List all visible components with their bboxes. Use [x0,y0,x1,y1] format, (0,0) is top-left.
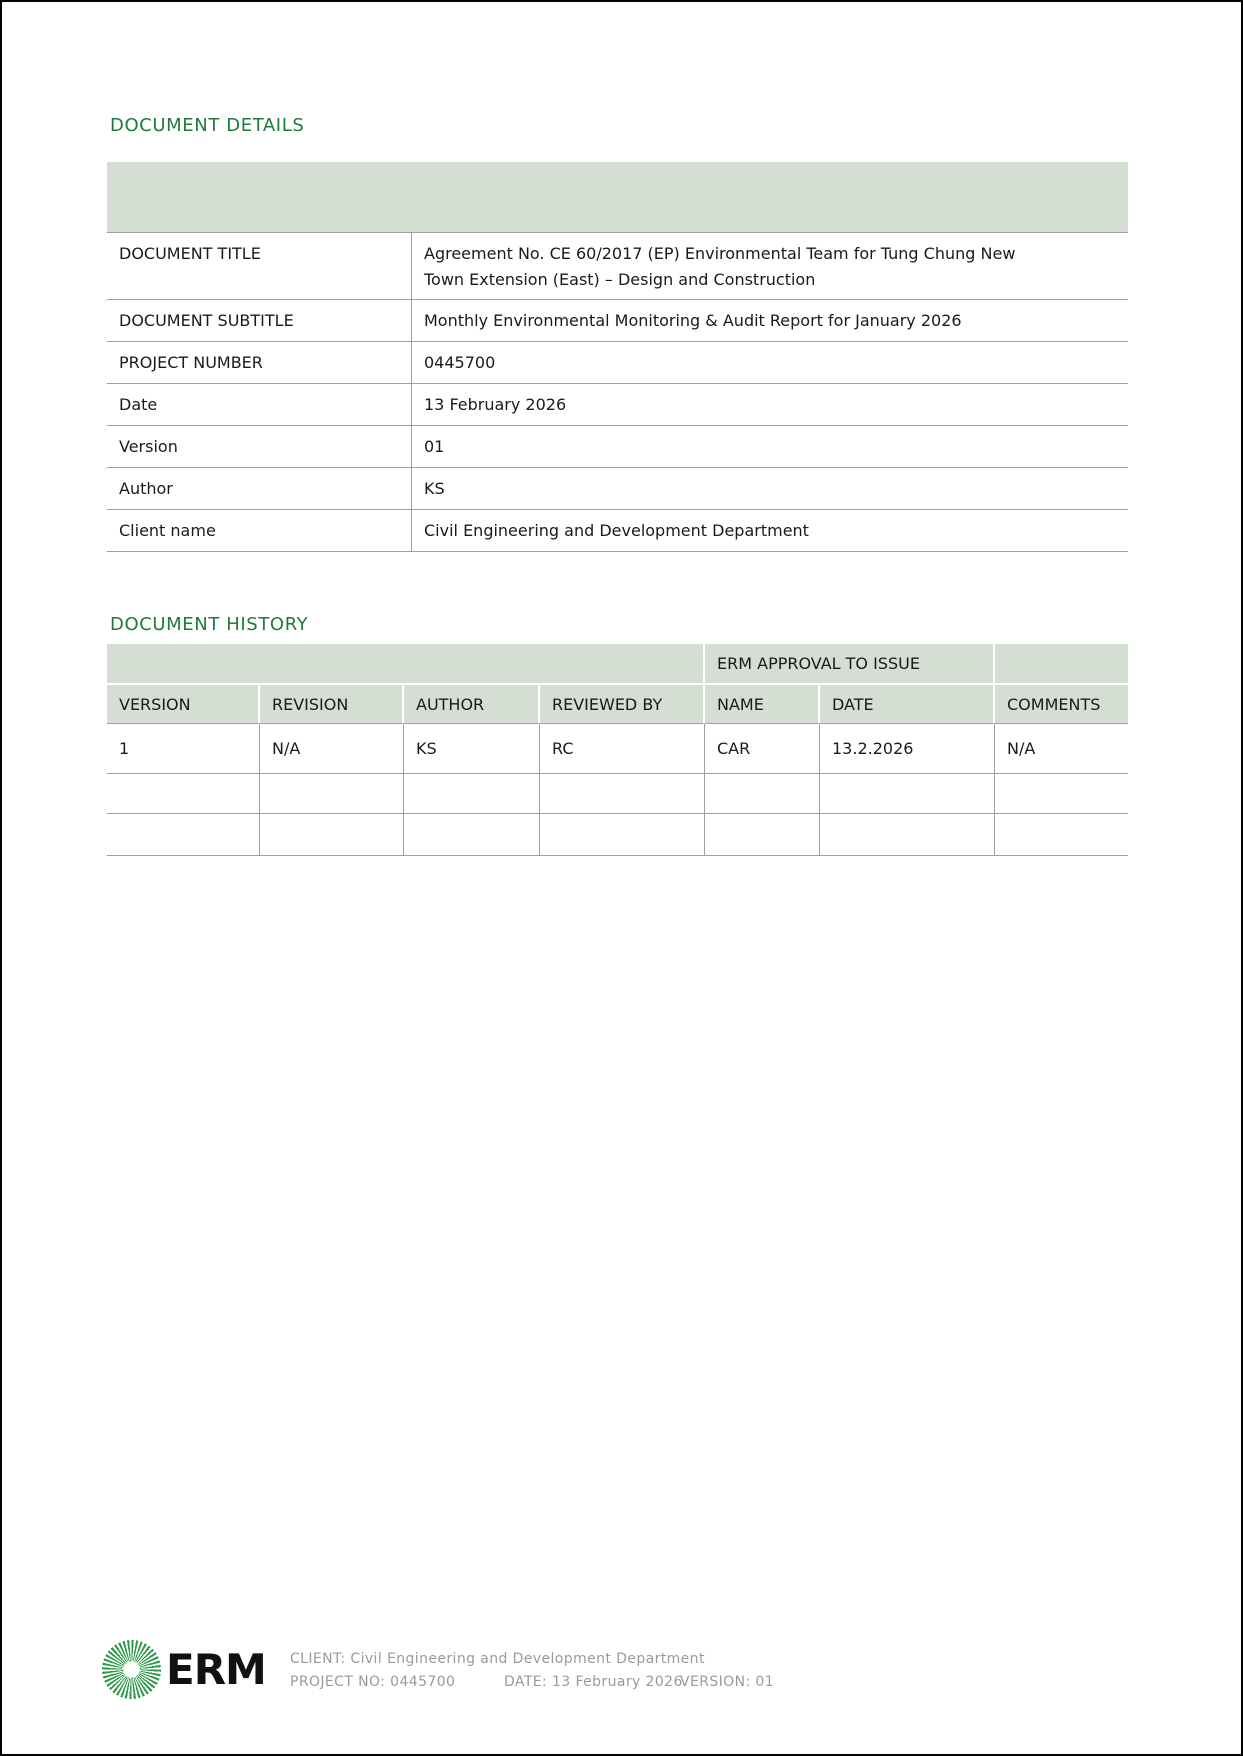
history-header-empty-cell [995,644,1128,685]
history-col-header-version: VERSION [107,685,260,724]
detail-value: 0445700 [424,353,496,372]
history-cell [260,814,404,856]
history-cell [705,814,820,856]
history-cell: 13.2.2026 [820,724,995,774]
detail-row-client-name [107,510,1128,552]
detail-value: 01 [424,437,445,456]
history-cell [820,774,995,814]
history-cell [995,774,1128,814]
detail-value: Monthly Environmental Monitoring & Audit Report for January 2026 [424,311,962,330]
history-cell [705,774,820,814]
detail-label: DOCUMENT SUBTITLE [107,300,412,341]
history-col-header-comments: COMMENTS [995,685,1128,724]
history-col-header-name: NAME [705,685,820,724]
detail-value: KS [424,479,445,498]
history-cell [404,814,540,856]
history-cell [260,774,404,814]
footer-date: DATE: 13 February 2026 [504,1674,683,1690]
detail-value: 13 February 2026 [424,395,567,414]
history-cell: RC [540,724,705,774]
history-col-header-author: AUTHOR [404,685,540,724]
detail-row-document-title [107,233,1128,300]
footer-project-line [290,1674,850,1694]
history-cell [540,774,705,814]
history-col-header-date: DATE [820,685,995,724]
history-header-merged-cell [107,644,705,685]
document-history-heading: DOCUMENT HISTORY [110,614,309,635]
footer-project-no: PROJECT NO: 0445700 [290,1674,456,1690]
document-details-table [107,162,1128,552]
history-col-header-reviewed-by: REVIEWED BY [540,685,705,724]
detail-label: Author [107,468,412,509]
erm-logo-text: ERM [166,1645,266,1694]
footer-version: VERSION: 01 [680,1674,775,1690]
footer-client-line: CLIENT: Civil Engineering and Development Department [290,1651,705,1667]
erm-logo-icon [102,1640,161,1699]
history-col-header-revision: REVISION [260,685,404,724]
history-cell [995,814,1128,856]
detail-label: Version [107,426,412,467]
history-cell [820,814,995,856]
history-cell: N/A [260,724,404,774]
detail-value: Agreement No. CE 60/2017 (EP) Environmental Team for Tung Chung New Town Extension (East) – Design and Construction [424,244,1016,289]
history-cell [404,774,540,814]
detail-label: DOCUMENT TITLE [107,233,412,299]
history-cell: 1 [107,724,260,774]
history-cell: KS [404,724,540,774]
document-history-table [107,644,1128,856]
detail-row-date [107,384,1128,426]
history-cell [540,814,705,856]
erm-approval-header-cell: ERM APPROVAL TO ISSUE [705,644,995,685]
detail-label: Date [107,384,412,425]
detail-value: Civil Engineering and Development Department [424,521,809,540]
history-cell [107,774,260,814]
detail-row-version [107,426,1128,468]
detail-row-project-number [107,342,1128,384]
detail-row-author [107,468,1128,510]
history-cell: N/A [995,724,1128,774]
history-cell [107,814,260,856]
detail-row-document-subtitle [107,300,1128,342]
detail-label: Client name [107,510,412,551]
history-cell: CAR [705,724,820,774]
document-details-heading: DOCUMENT DETAILS [110,115,305,136]
details-header-bar [107,162,1128,233]
detail-label: PROJECT NUMBER [107,342,412,383]
page-footer [102,1638,1002,1702]
